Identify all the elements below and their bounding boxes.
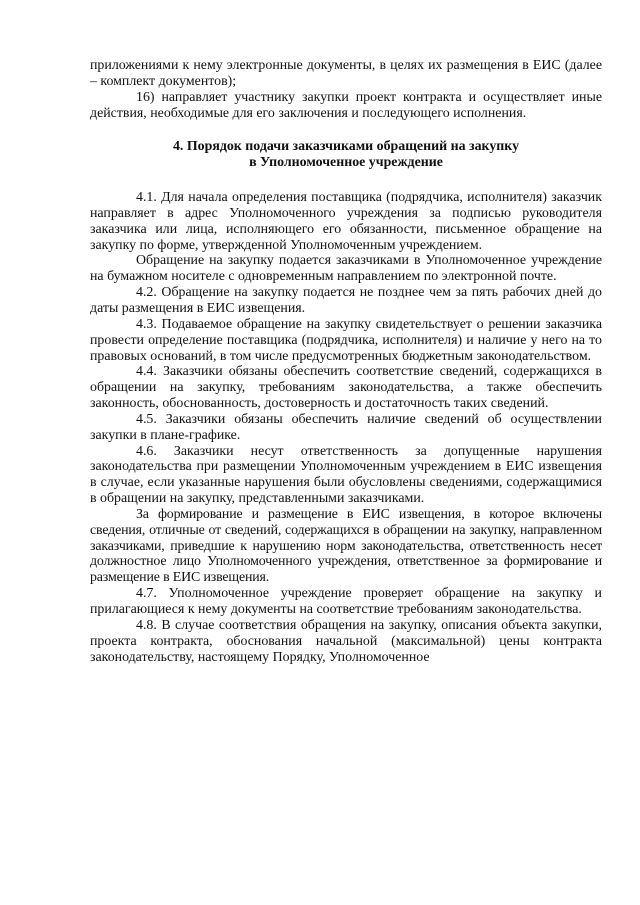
paragraph-item-16: 16) направляет участнику закупки проект контракта и осуществляет иные действия, необходимые для его заключения и последующего исполнения. xyxy=(90,89,602,121)
paragraph-4-4: 4.4. Заказчики обязаны обеспечить соответствие сведений, содержащихся в обращении на закупку, требованиям законодательства, а также обеспечить законность, обоснованность, достоверность и достаточность таких сведений. xyxy=(90,364,602,412)
paragraph-4-7: 4.7. Уполномоченное учреждение проверяет обращение на закупку и прилагающиеся к нему документы на соответствие требованиям законодательства. xyxy=(90,586,602,617)
paragraph-4-1: 4.1. Для начала определения поставщика (подрядчика, исполнителя) заказчик направляет в адрес Уполномоченного учреждения за подписью руководителя заказчика или лица, исполняющего его обязанности, письменное обращение на закупку по форме, утвержденной Уполномоченным учреждением. xyxy=(90,190,602,253)
paragraph-4-3: 4.3. Подаваемое обращение на закупку свидетельствует о решении заказчика провести определение поставщика (подрядчика, исполнителя) и наличие у него на то правовых оснований, в том числе предусмотренных бюджетным законодательством. xyxy=(90,316,602,364)
paragraph-continuation: приложениями к нему электронные документы, в целях их размещения в ЕИС (далее – комплект документов); xyxy=(90,58,602,89)
paragraph-4-2: 4.2. Обращение на закупку подается не позднее чем за пять рабочих дней до даты размещения в ЕИС извещения. xyxy=(90,285,602,316)
paragraph-4-8: 4.8. В случае соответствия обращения на закупку, описания объекта закупки, проекта контракта, обоснования начальной (максимальной) цены контракта законодательству, настоящему Порядку, Уполномоченное xyxy=(90,617,602,665)
section-heading xyxy=(90,139,602,171)
section-heading-line-2: в Уполномоченное учреждение xyxy=(249,155,443,171)
paragraph-4-6: 4.6. Заказчики несут ответственность за допущенные нарушения законодательства при размещении Уполномоченным учреждением в ЕИС извещения в случае, если указанные нарушения были обусловлены сведениями, содержащимися в обращении на закупку, представленными заказчиками. xyxy=(90,443,602,507)
paragraph-4-1-cont: Обращение на закупку подается заказчиками в Уполномоченное учреждение на бумажном носителе с одновременным направлением по электронной почте. xyxy=(90,253,602,285)
paragraph-4-5: 4.5. Заказчики обязаны обеспечить наличие сведений об осуществлении закупки в плане-графике. xyxy=(90,411,602,443)
document-page xyxy=(90,58,602,665)
paragraph-4-6-cont: За формирование и размещение в ЕИС извещения, в которое включены сведения, отличные от сведений, содержащихся в обращении на закупку, направленном заказчиками, приведшие к нарушению норм законодательства, ответственность несет должностное лицо Уполномоченного учреждения, ответственное за формирование и размещение в ЕИС извещения. xyxy=(90,506,602,586)
section-heading-line-1: 4. Порядок подачи заказчиками обращений на закупку xyxy=(172,139,520,155)
